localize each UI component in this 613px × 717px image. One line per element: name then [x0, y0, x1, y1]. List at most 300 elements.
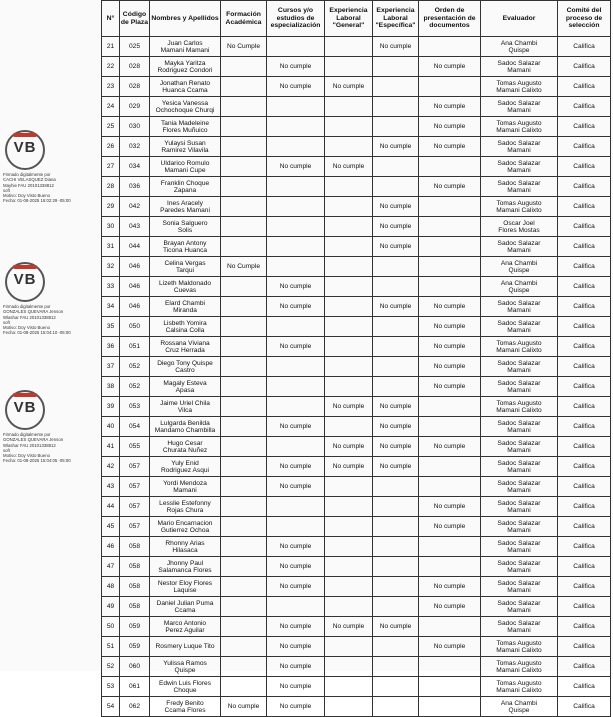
table-row: [102, 637, 611, 657]
cell-exp-general: [325, 217, 373, 237]
cell-exp-general: [325, 377, 373, 397]
cell-evaluador-line: Sadoc Salazar: [497, 179, 541, 187]
signature-stamp: [3, 390, 99, 464]
cell-exp-especifica: [373, 357, 419, 377]
cell-evaluador-line: Mamani Calixto: [496, 346, 542, 354]
cell-nombre: [150, 217, 221, 237]
cell-evaluador-line: Sadoc Salazar: [497, 519, 541, 527]
cell-formacion: [221, 457, 267, 477]
cell-orden: [419, 617, 481, 637]
cell-nombre-line: Elard Chambi: [165, 299, 205, 307]
cell-cursos: [267, 517, 325, 537]
cell-formacion: [221, 137, 267, 157]
cell-evaluador: [481, 157, 558, 177]
cell-comite: Califica: [558, 37, 611, 57]
cell-evaluador-line: Mamani: [507, 66, 531, 74]
cell-exp-especifica: [373, 177, 419, 197]
cell-number: 36: [102, 337, 120, 357]
cell-comite: Califica: [558, 617, 611, 637]
cell-nombre: [150, 537, 221, 557]
cell-nombre-line: Ccama: [174, 606, 196, 614]
signature-text: [3, 304, 99, 336]
signature-text: [3, 172, 99, 204]
cell-orden: [419, 657, 481, 677]
signature-line: Fecha: 01-08-2025 15:04:05 -05:00: [3, 458, 71, 464]
cell-evaluador-line: Mamani: [507, 326, 531, 334]
vb-seal-icon: VB: [5, 262, 45, 302]
cell-evaluador-line: Mamani: [507, 546, 531, 554]
cell-number: 40: [102, 417, 120, 437]
signature-stamp: [3, 130, 99, 204]
cell-nombre: [150, 77, 221, 97]
signature-line: Fecha: 01-08-2025 15:04:10 -05:00: [3, 330, 71, 336]
cell-orden: No cumple: [419, 517, 481, 537]
signature-line: Mayhie FAU 20101338812: [3, 182, 54, 188]
cell-orden: [419, 257, 481, 277]
cell-orden: No cumple: [419, 177, 481, 197]
cell-exp-especifica: No cumple: [373, 417, 419, 437]
cell-nombre-line: Tarqui: [176, 266, 194, 274]
cell-exp-especifica: [373, 337, 419, 357]
signature-line: Wlashar FAU 20101338812: [3, 442, 56, 448]
cell-formacion: [221, 377, 267, 397]
cell-comite: Califica: [558, 197, 611, 217]
cell-nombre-line: Castro: [175, 366, 195, 374]
cell-exp-especifica: [373, 317, 419, 337]
cell-evaluador: [481, 457, 558, 477]
cell-exp-general: [325, 417, 373, 437]
cell-evaluador-line: Sadoc Salazar: [497, 579, 541, 587]
cell-comite: Califica: [558, 677, 611, 697]
cell-nombre: [150, 477, 221, 497]
cell-exp-general: No cumple: [325, 157, 373, 177]
cell-number: 49: [102, 597, 120, 617]
cell-evaluador: [481, 497, 558, 517]
table-row: [102, 577, 611, 597]
cell-nombre: [150, 237, 221, 257]
cell-evaluador-line: Sadoc Salazar: [497, 619, 541, 627]
cell-formacion: [221, 597, 267, 617]
cell-orden: [419, 457, 481, 477]
cell-orden: No cumple: [419, 377, 481, 397]
cell-number: 26: [102, 137, 120, 157]
cell-nombre-line: Jaime Uriel Chila: [160, 399, 210, 407]
col-header-cursos: Cursos y/o estudios de especialización: [267, 1, 325, 37]
cell-nombre: [150, 197, 221, 217]
cell-comite: Califica: [558, 77, 611, 97]
cell-exp-general: [325, 477, 373, 497]
vb-seal-icon: VB: [5, 130, 45, 170]
cell-exp-especifica: [373, 597, 419, 617]
cell-number: 34: [102, 297, 120, 317]
cell-cursos: [267, 357, 325, 377]
cell-nombre-line: Lesslie Estefonny: [159, 499, 211, 507]
cell-nombre-line: Calsina Colla: [165, 326, 205, 334]
cell-formacion: [221, 317, 267, 337]
signature-line: GONZALES QUEVARA Jenson: [3, 309, 64, 315]
cell-formacion: [221, 577, 267, 597]
signature-line: Firmado digitalmente por: [3, 172, 51, 177]
cell-cursos: No cumple: [267, 417, 325, 437]
cell-nombre: [150, 457, 221, 477]
cell-exp-general: [325, 137, 373, 157]
cell-codigo: 055: [120, 437, 150, 457]
cell-orden: No cumple: [419, 97, 481, 117]
cell-nombre-line: Apasa: [175, 386, 195, 394]
cell-formacion: [221, 617, 267, 637]
cell-nombre-line: Jonathan Renato: [159, 79, 211, 87]
cell-nombre-line: Celina Vergas: [164, 259, 206, 267]
cell-formacion: [221, 657, 267, 677]
cell-codigo: 046: [120, 297, 150, 317]
cell-exp-general: [325, 337, 373, 357]
cell-number: 39: [102, 397, 120, 417]
cell-exp-especifica: [373, 157, 419, 177]
cell-exp-general: [325, 277, 373, 297]
cell-evaluador: [481, 217, 558, 237]
cell-nombre: [150, 257, 221, 277]
cell-nombre-line: Rodriguez Asqui: [160, 466, 210, 474]
table-row: [102, 177, 611, 197]
cell-number: 46: [102, 537, 120, 557]
cell-nombre: [150, 617, 221, 637]
cell-nombre-line: Mamani Mamani: [160, 46, 210, 54]
cell-nombre-line: Lizeth Maldonado: [158, 279, 212, 287]
table-row: [102, 237, 611, 257]
cell-evaluador-line: Tomas Augusto: [496, 79, 542, 87]
cell-formacion: [221, 177, 267, 197]
cell-exp-general: [325, 677, 373, 697]
cell-comite: Califica: [558, 557, 611, 577]
cell-nombre-line: Huanca Ccama: [162, 86, 208, 94]
cell-evaluador-line: Sadoc Salazar: [497, 319, 541, 327]
cell-cursos: [267, 117, 325, 137]
cell-exp-general: [325, 57, 373, 77]
cell-exp-general: [325, 257, 373, 277]
signature-line: Firmado digitalmente por: [3, 432, 51, 437]
table-row: [102, 457, 611, 477]
cell-orden: [419, 537, 481, 557]
cell-nombre: [150, 517, 221, 537]
cell-comite: Califica: [558, 257, 611, 277]
cell-nombre-line: Daniel Julian Puma: [156, 599, 214, 607]
cell-formacion: No Cumple: [221, 37, 267, 57]
signature-line: Motivo: Doy Visto Bueno: [3, 453, 50, 459]
cell-evaluador-line: Sadoc Salazar: [497, 139, 541, 147]
cell-orden: No cumple: [419, 437, 481, 457]
cell-orden: No cumple: [419, 357, 481, 377]
cell-orden: [419, 477, 481, 497]
cell-codigo: 028: [120, 77, 150, 97]
cell-exp-general: [325, 117, 373, 137]
cell-formacion: [221, 237, 267, 257]
cell-evaluador-line: Mamani: [507, 506, 531, 514]
cell-evaluador-line: Sadoc Salazar: [497, 479, 541, 487]
cell-comite: Califica: [558, 637, 611, 657]
cell-nombre: [150, 377, 221, 397]
cell-evaluador: [481, 557, 558, 577]
cell-orden: [419, 277, 481, 297]
cell-evaluador: [481, 337, 558, 357]
signature-line: soft: [3, 447, 10, 453]
cell-codigo: 032: [120, 137, 150, 157]
cell-evaluador: [481, 277, 558, 297]
cell-nombre-line: Ticona Huanca: [162, 246, 208, 254]
cell-exp-especifica: [373, 257, 419, 277]
cell-codigo: 058: [120, 537, 150, 557]
cell-nombre: [150, 317, 221, 337]
signature-stamp: [3, 262, 99, 336]
cell-exp-general: No cumple: [325, 457, 373, 477]
cell-formacion: [221, 557, 267, 577]
cell-orden: [419, 37, 481, 57]
cell-formacion: [221, 217, 267, 237]
cell-codigo: 059: [120, 617, 150, 637]
cell-nombre-line: Nestor Eloy Flores: [157, 579, 213, 587]
cell-exp-especifica: No cumple: [373, 37, 419, 57]
cell-evaluador-line: Sadoc Salazar: [497, 159, 541, 167]
cell-evaluador-line: Mamani Calixto: [496, 86, 542, 94]
cell-number: 43: [102, 477, 120, 497]
table-row: [102, 557, 611, 577]
cell-evaluador-line: Mamani: [507, 606, 531, 614]
cell-evaluador: [481, 397, 558, 417]
cell-formacion: [221, 77, 267, 97]
cell-comite: Califica: [558, 477, 611, 497]
cell-comite: Califica: [558, 177, 611, 197]
cell-cursos: No cumple: [267, 577, 325, 597]
cell-exp-general: [325, 697, 373, 717]
cell-nombre-line: Yulaysi Susan: [164, 139, 206, 147]
cell-comite: Califica: [558, 537, 611, 557]
cell-evaluador-line: Sadoc Salazar: [497, 359, 541, 367]
cell-number: 35: [102, 317, 120, 337]
cell-comite: Califica: [558, 577, 611, 597]
table-row: [102, 337, 611, 357]
cell-exp-especifica: [373, 97, 419, 117]
cell-nombre: [150, 277, 221, 297]
cell-codigo: 052: [120, 357, 150, 377]
cell-number: 29: [102, 197, 120, 217]
cell-codigo: 029: [120, 97, 150, 117]
cell-exp-especifica: [373, 57, 419, 77]
col-header-n: N°: [102, 1, 120, 37]
vb-seal-icon: VB: [5, 390, 45, 430]
cell-nombre: [150, 117, 221, 137]
cell-cursos: [267, 37, 325, 57]
cell-cursos: No cumple: [267, 537, 325, 557]
cell-number: 52: [102, 657, 120, 677]
cell-orden: [419, 677, 481, 697]
cell-number: 22: [102, 57, 120, 77]
cell-number: 44: [102, 497, 120, 517]
cell-evaluador: [481, 117, 558, 137]
cell-nombre: [150, 697, 221, 717]
cell-nombre-line: Choque: [173, 686, 197, 694]
cell-formacion: [221, 157, 267, 177]
signature-line: Motivo: Doy Visto Bueno: [3, 325, 50, 331]
cell-evaluador-line: Sadoc Salazar: [497, 99, 541, 107]
cell-evaluador: [481, 577, 558, 597]
table-row: [102, 677, 611, 697]
cell-nombre-line: Hilasaca: [172, 546, 198, 554]
cell-comite: Califica: [558, 157, 611, 177]
cell-evaluador-line: Mamani: [507, 426, 531, 434]
cell-cursos: No cumple: [267, 697, 325, 717]
table-row: [102, 417, 611, 437]
cell-evaluador-line: Quispe: [508, 266, 530, 274]
table-row: [102, 157, 611, 177]
cell-nombre-line: Juan Carlos: [167, 39, 203, 47]
col-header-exp-general: Experiencia Laboral "General": [325, 1, 373, 37]
cell-evaluador: [481, 477, 558, 497]
cell-nombre-line: Tania Madeleine: [160, 119, 210, 127]
cell-orden: No cumple: [419, 337, 481, 357]
cell-nombre-line: Rossana Viviana: [160, 339, 210, 347]
cell-nombre-line: Ines Aracely: [167, 199, 203, 207]
cell-exp-especifica: [373, 577, 419, 597]
cell-nombre: [150, 597, 221, 617]
cell-evaluador-line: Tomas Augusto: [496, 679, 542, 687]
cell-nombre-line: Mayka Yaritza: [164, 59, 206, 67]
cell-formacion: [221, 297, 267, 317]
cell-orden: [419, 157, 481, 177]
cell-nombre-line: Franklin Choque: [160, 179, 210, 187]
cell-comite: Califica: [558, 597, 611, 617]
cell-number: 21: [102, 37, 120, 57]
cell-exp-general: [325, 577, 373, 597]
cell-exp-especifica: [373, 697, 419, 717]
cell-comite: Califica: [558, 397, 611, 417]
cell-nombre: [150, 657, 221, 677]
cell-codigo: 028: [120, 57, 150, 77]
cell-nombre-line: Lisbeth Yomira: [163, 319, 207, 327]
table-row: [102, 57, 611, 77]
cell-formacion: [221, 277, 267, 297]
table-row: [102, 77, 611, 97]
cell-number: 27: [102, 157, 120, 177]
cell-exp-general: [325, 177, 373, 197]
cell-evaluador-line: Flores Mostas: [498, 226, 540, 234]
cell-cursos: No cumple: [267, 637, 325, 657]
cell-evaluador-line: Sadoc Salazar: [497, 439, 541, 447]
cell-codigo: 062: [120, 697, 150, 717]
cell-comite: Califica: [558, 457, 611, 477]
cell-nombre-line: Ccama Flores: [164, 706, 206, 714]
cell-codigo: 030: [120, 117, 150, 137]
cell-codigo: 050: [120, 317, 150, 337]
cell-exp-especifica: No cumple: [373, 397, 419, 417]
cell-nombre: [150, 417, 221, 437]
cell-formacion: [221, 417, 267, 437]
cell-cursos: [267, 597, 325, 617]
cell-exp-especifica: No cumple: [373, 617, 419, 637]
cell-comite: Califica: [558, 217, 611, 237]
table-row: [102, 37, 611, 57]
cell-evaluador-line: Sadoc Salazar: [497, 299, 541, 307]
cell-orden: [419, 417, 481, 437]
cell-exp-especifica: [373, 377, 419, 397]
signature-text: [3, 432, 99, 464]
cell-nombre-line: Zapana: [173, 186, 197, 194]
cell-nombre-line: Ochochoque Churqi: [155, 106, 215, 114]
cell-evaluador-line: Tomas Augusto: [496, 339, 542, 347]
cell-exp-general: [325, 357, 373, 377]
cell-formacion: [221, 517, 267, 537]
cell-cursos: [267, 437, 325, 457]
cell-cursos: No cumple: [267, 557, 325, 577]
cell-evaluador-line: Ana Chambi: [500, 39, 538, 47]
cell-number: 47: [102, 557, 120, 577]
cell-codigo: 046: [120, 277, 150, 297]
signature-line: Motivo: Doy Visto Bueno: [3, 193, 50, 199]
cell-formacion: [221, 357, 267, 377]
cell-nombre: [150, 177, 221, 197]
cell-comite: Califica: [558, 357, 611, 377]
cell-codigo: 025: [120, 37, 150, 57]
cell-number: 42: [102, 457, 120, 477]
cell-orden: [419, 217, 481, 237]
cell-cursos: No cumple: [267, 77, 325, 97]
cell-evaluador-line: Mamani: [507, 566, 531, 574]
cell-codigo: 042: [120, 197, 150, 217]
cell-exp-general: [325, 497, 373, 517]
cell-evaluador: [481, 57, 558, 77]
cell-number: 25: [102, 117, 120, 137]
cell-nombre-line: Yulissa Ramos: [163, 659, 207, 667]
cell-nombre-line: Gutierrez Ochoa: [160, 526, 210, 534]
table-row: [102, 657, 611, 677]
table-row: [102, 477, 611, 497]
cell-cursos: [267, 177, 325, 197]
signature-line: Firmado digitalmente por: [3, 304, 51, 309]
table-row: [102, 617, 611, 637]
cell-cursos: No cumple: [267, 617, 325, 637]
col-header-orden: Orden de presentación de documentos: [419, 1, 481, 37]
cell-orden: [419, 197, 481, 217]
cell-nombre-line: Brayan Antony: [163, 239, 207, 247]
cell-exp-general: [325, 237, 373, 257]
cell-orden: No cumple: [419, 497, 481, 517]
cell-orden: [419, 397, 481, 417]
cell-evaluador-line: Ana Chambi: [500, 279, 538, 287]
table-row: [102, 317, 611, 337]
cell-evaluador-line: Mamani: [507, 146, 531, 154]
cell-evaluador: [481, 357, 558, 377]
cell-formacion: [221, 537, 267, 557]
cell-cursos: No cumple: [267, 337, 325, 357]
cell-comite: Califica: [558, 417, 611, 437]
cell-evaluador-line: Mamani: [507, 526, 531, 534]
cell-evaluador-line: Tomas Augusto: [496, 399, 542, 407]
cell-nombre-line: Perez Aguilar: [165, 626, 205, 634]
cell-exp-especifica: [373, 117, 419, 137]
cell-codigo: 058: [120, 597, 150, 617]
cell-nombre-line: Solis: [177, 226, 193, 234]
cell-number: 24: [102, 97, 120, 117]
cell-comite: Califica: [558, 237, 611, 257]
table-row: [102, 597, 611, 617]
cell-nombre-line: Churata Nuñez: [162, 446, 208, 454]
cell-exp-general: [325, 297, 373, 317]
cell-nombre: [150, 337, 221, 357]
cell-evaluador: [481, 657, 558, 677]
cell-number: 38: [102, 377, 120, 397]
cell-evaluador: [481, 37, 558, 57]
cell-evaluador-line: Quispe: [508, 286, 530, 294]
cell-cursos: No cumple: [267, 277, 325, 297]
cell-evaluador: [481, 237, 558, 257]
